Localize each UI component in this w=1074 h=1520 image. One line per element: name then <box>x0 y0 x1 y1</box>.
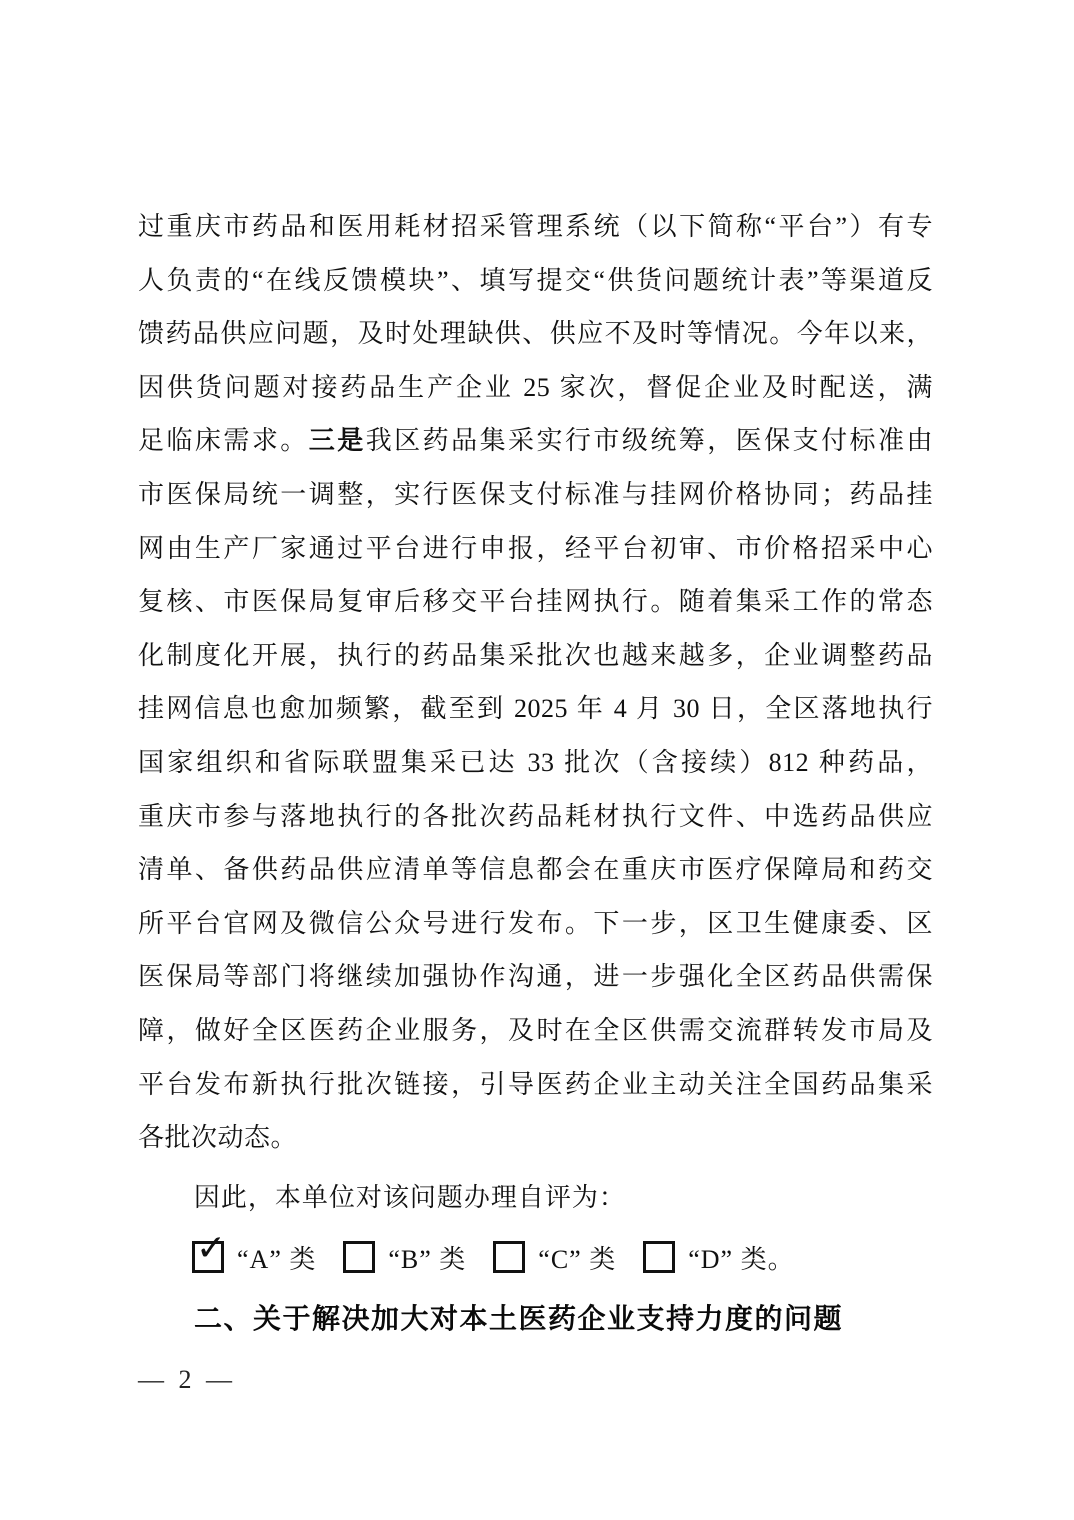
rating-option-a <box>192 1228 317 1276</box>
body-line: 国家组织和省际联盟集采已达 33 批次（含接续）812 种药品， <box>138 747 933 777</box>
body-line <box>138 414 933 468</box>
bold-emphasis: 三是 <box>308 425 366 456</box>
rating-option-c <box>493 1239 616 1276</box>
rating-option-d <box>643 1239 794 1276</box>
rating-option-label: “C” 类 <box>538 1244 617 1274</box>
checkbox-checked-icon <box>192 1228 227 1273</box>
body-line: 因供货问题对接药品生产企业 25 家次，督促企业及时配送，满 <box>138 372 933 402</box>
body-line: 医保局等部门将继续加强协作沟通，进一步强化全区药品供需保 <box>138 962 933 992</box>
checkbox-unchecked-icon <box>493 1241 525 1273</box>
body-text: 足临床需求。 <box>138 426 309 456</box>
body-line: 化制度化开展，执行的药品集采批次也越来越多，企业调整药品 <box>138 640 933 670</box>
body-line: 人负责的“在线反馈模块”、填写提交“供货问题统计表”等渠道反 <box>138 265 933 295</box>
rating-option-label: “A” 类 <box>237 1244 317 1274</box>
checkbox-unchecked-icon <box>643 1241 675 1273</box>
check-icon: ✓ <box>196 1228 227 1270</box>
body-line: 重庆市参与落地执行的各批次药品耗材执行文件、中选药品供应 <box>138 801 933 831</box>
body-text: 我区药品集采实行市级统筹，医保支付标准由 <box>365 426 933 456</box>
body-line: 市医保局统一调整，实行医保支付标准与挂网价格协同；药品挂 <box>138 479 933 509</box>
body-line: 网由生产厂家通过平台进行申报，经平台初审、市价格招采中心 <box>138 533 933 563</box>
checkbox-unchecked-icon <box>343 1241 375 1273</box>
body-line: 复核、市医保局复审后移交平台挂网执行。随着集采工作的常态 <box>138 587 933 617</box>
body-line: 清单、备供药品供应清单等信息都会在重庆市医疗保障局和药交 <box>138 855 933 885</box>
rating-option-b <box>343 1239 466 1276</box>
body-line: 过重庆市药品和医用耗材招采管理系统（以下简称“平台”）有专 <box>138 212 933 241</box>
body-line: 平台发布新执行批次链接，引导医药企业主动关注全国药品集采 <box>138 1069 933 1099</box>
body-line: 馈药品供应问题，及时处理缺供、供应不及时等情况。今年以来， <box>138 319 933 349</box>
body-line: 障，做好全区医药企业服务，及时在全区供需交流群转发市局及 <box>138 1015 933 1045</box>
body-line: 所平台官网及微信公众号进行发布。下一步，区卫生健康委、区 <box>138 908 933 938</box>
body-line: 挂网信息也愈加频繁，截至到 2025 年 4 月 30 日，全区落地执行 <box>138 694 933 724</box>
section-heading: 二、关于解决加大对本土医药企业支持力度的问题 <box>194 1302 844 1334</box>
rating-option-label: “B” 类 <box>388 1244 467 1274</box>
page-number: — 2 — <box>138 1365 236 1394</box>
rating-option-label: “D” 类。 <box>688 1244 795 1274</box>
rating-options-row <box>138 1230 933 1284</box>
document-content <box>138 200 933 1345</box>
body-line: 各批次动态。 <box>138 1123 298 1153</box>
self-evaluation-intro: 因此，本单位对该问题办理自评为： <box>193 1182 626 1212</box>
